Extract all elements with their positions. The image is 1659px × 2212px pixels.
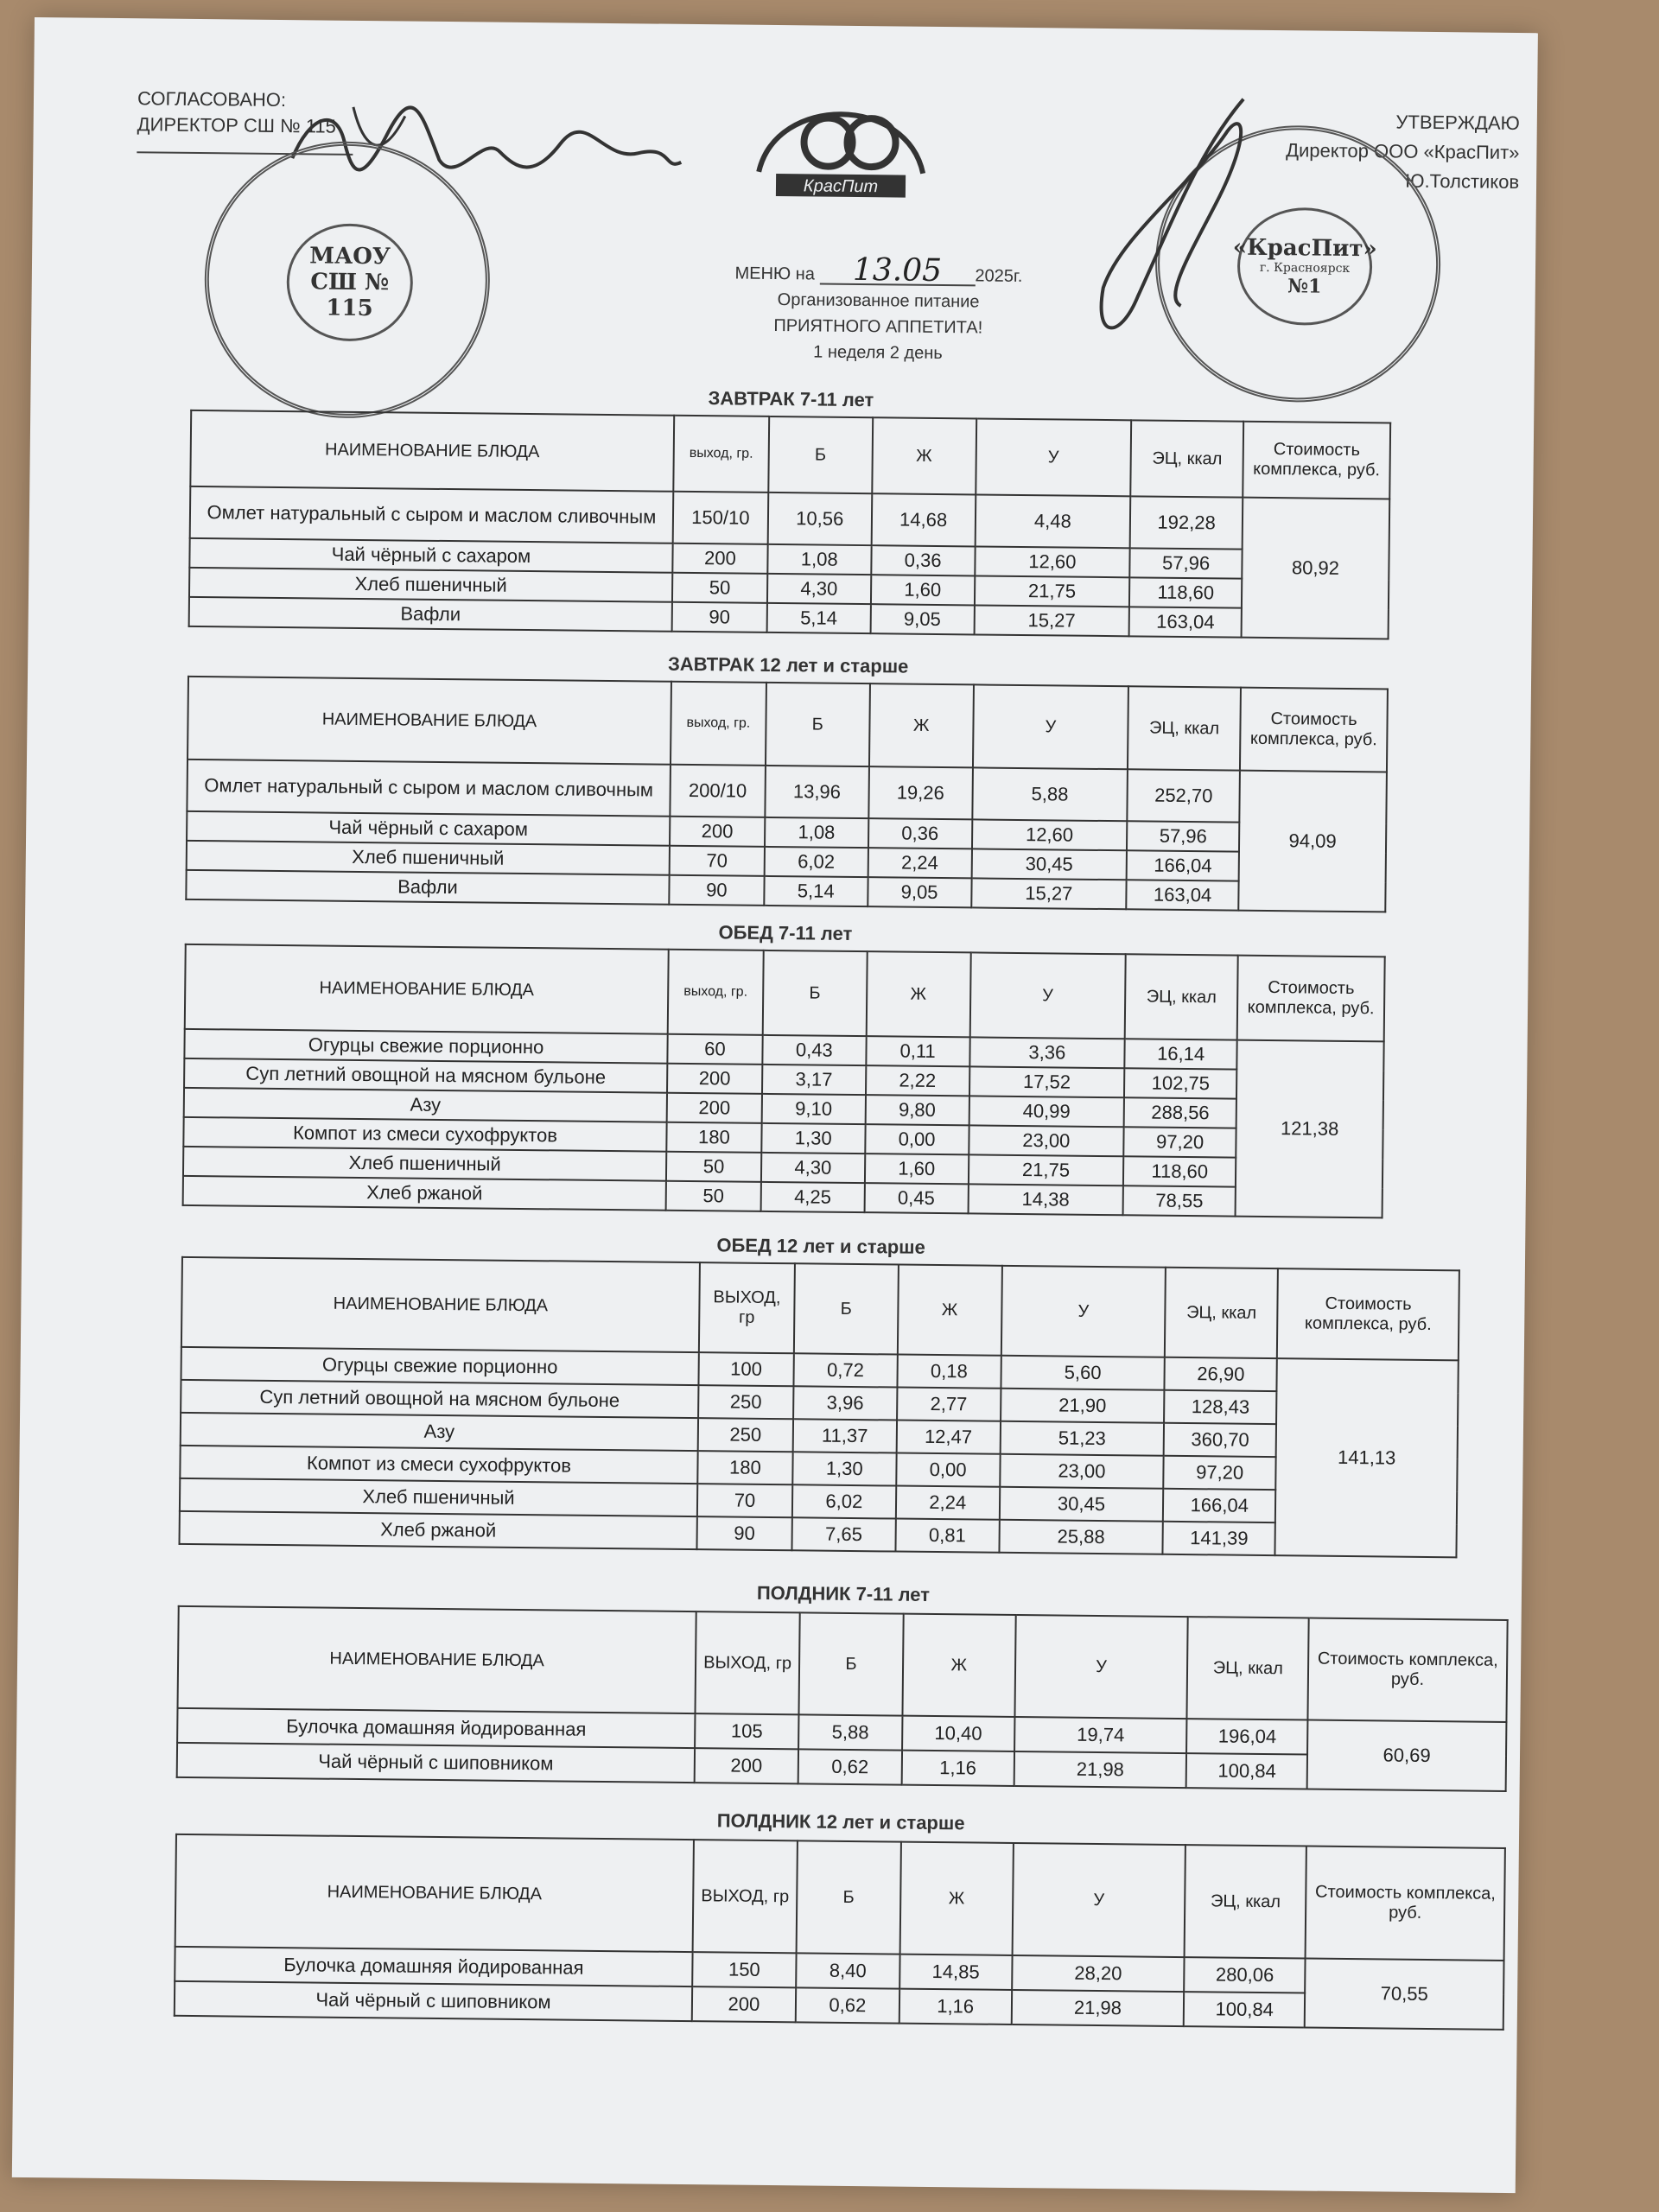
dish-name: Хлеб пшеничный — [183, 1147, 666, 1181]
column-header: Ж — [902, 1614, 1015, 1717]
complex-cost: 80,92 — [1242, 498, 1390, 639]
column-header: НАИМЕНОВАНИЕ БЛЮДА — [188, 677, 671, 765]
column-header: У — [1012, 1843, 1185, 1957]
dish-value: 3,96 — [793, 1386, 897, 1420]
dish-value: 97,20 — [1124, 1127, 1236, 1157]
dish-name: Хлеб ржаной — [180, 1511, 697, 1549]
dish-value: 57,96 — [1130, 548, 1243, 578]
dish-value: 280,06 — [1185, 1957, 1306, 1993]
dish-value: 10,40 — [902, 1716, 1014, 1751]
column-header: выход, гр. — [671, 682, 766, 766]
column-header: ЭЦ, ккал — [1131, 420, 1244, 497]
dish-name: Огурцы свежие порционно — [184, 1029, 667, 1064]
column-header: Ж — [872, 417, 976, 494]
dish-value: 6,02 — [765, 847, 868, 877]
dish-value: 5,88 — [972, 767, 1128, 821]
kraspit-logo — [750, 77, 933, 208]
dish-value: 200/10 — [670, 765, 766, 817]
dish-name: Хлеб пшеничный — [187, 841, 670, 875]
dish-value: 2,22 — [866, 1065, 969, 1096]
column-header: Стоимость комплекса, руб. — [1306, 1847, 1505, 1961]
dish-value: 1,30 — [792, 1452, 896, 1485]
dish-value: 17,52 — [969, 1066, 1125, 1097]
column-header: ВЫХОД, гр — [693, 1840, 798, 1953]
dish-value: 1,60 — [865, 1154, 969, 1184]
menu-sheet — [12, 17, 1538, 2193]
menu-table — [178, 1256, 1459, 1558]
dish-value: 100,84 — [1184, 1992, 1305, 2027]
dish-value: 150 — [692, 1952, 796, 1987]
dish-value: 2,24 — [896, 1486, 1000, 1520]
column-header: ЭЦ, ккал — [1165, 1268, 1278, 1358]
dish-value: 90 — [696, 1516, 791, 1550]
dish-name: Булочка домашняя йодированная — [177, 1708, 695, 1748]
dish-name: Компот из смеси сухофруктов — [180, 1446, 697, 1484]
dish-value: 200 — [667, 1093, 762, 1123]
column-header: НАИМЕНОВАНИЕ БЛЮДА — [190, 410, 674, 492]
dish-value: 100 — [698, 1352, 793, 1386]
dish-value: 50 — [666, 1152, 761, 1182]
column-header: НАИМЕНОВАНИЕ БЛЮДА — [178, 1606, 696, 1713]
dish-value: 12,60 — [972, 819, 1128, 850]
dish-value: 7,65 — [791, 1517, 895, 1551]
column-header: Б — [798, 1612, 903, 1715]
dish-value: 0,43 — [762, 1035, 866, 1065]
dish-value: 21,98 — [1014, 1751, 1186, 1788]
dish-value: 23,00 — [1000, 1454, 1164, 1489]
table-header-row — [175, 1834, 1505, 1961]
dish-value: 105 — [695, 1713, 798, 1749]
dish-value: 1,08 — [767, 544, 871, 575]
stamp-school-center — [286, 223, 413, 342]
column-header: Ж — [899, 1842, 1013, 1955]
dish-value: 118,60 — [1123, 1156, 1236, 1186]
dish-value: 3,17 — [762, 1065, 866, 1095]
complex-cost: 70,55 — [1305, 1959, 1504, 2030]
approval-right-line2: Директор ООО «КрасПит» — [1286, 139, 1520, 164]
column-header: Б — [794, 1263, 899, 1354]
dish-value: 200 — [695, 1748, 798, 1783]
dish-value: 0,62 — [796, 1987, 899, 2023]
dish-value: 200 — [670, 817, 765, 847]
stamp-school-text: МАОУ СШ № 115 — [309, 243, 391, 322]
dish-value: 196,04 — [1186, 1719, 1307, 1754]
column-header: У — [1001, 1266, 1166, 1357]
dish-value: 50 — [672, 573, 767, 603]
column-header: ЭЦ, ккал — [1125, 954, 1238, 1039]
section-title: ОБЕД 7-11 лет — [718, 921, 853, 944]
dish-value: 1,16 — [899, 1989, 1012, 2024]
dish-value: 30,45 — [971, 849, 1127, 880]
column-header: Б — [797, 1840, 901, 1954]
table-header-row — [181, 1257, 1459, 1360]
dish-name: Вафли — [189, 597, 672, 632]
dish-value: 250 — [698, 1418, 793, 1452]
section-title: ОБЕД 12 лет и старше — [716, 1234, 925, 1258]
dish-value: 0,62 — [798, 1749, 902, 1784]
dish-value: 150/10 — [673, 492, 769, 544]
dish-value: 180 — [666, 1122, 761, 1153]
dish-value: 9,05 — [870, 604, 974, 634]
dish-value: 0,36 — [871, 545, 975, 575]
complex-cost: 141,13 — [1275, 1358, 1459, 1557]
dish-name: Компот из смеси сухофруктов — [183, 1117, 666, 1152]
menu-prefix: МЕНЮ на — [734, 264, 816, 284]
column-header: У — [969, 952, 1126, 1039]
dish-value: 25,88 — [999, 1520, 1163, 1554]
menu-line3: ПРИЯТНОГО АППЕТИТА! — [773, 315, 983, 338]
dish-value: 21,98 — [1011, 1990, 1184, 2026]
section-title: ПОЛДНИК 12 лет и старше — [716, 1809, 965, 1834]
dish-value: 51,23 — [1000, 1421, 1164, 1456]
dish-name: Азу — [181, 1413, 698, 1451]
dish-value: 70 — [697, 1484, 792, 1517]
dish-value: 2,24 — [868, 848, 971, 878]
dish-value: 15,27 — [974, 605, 1129, 636]
column-header: Ж — [898, 1265, 1002, 1356]
stamp-kraspit-num: №1 — [1287, 275, 1322, 298]
menu-year: 2025г. — [975, 266, 1023, 286]
dish-value: 360,70 — [1164, 1423, 1276, 1457]
dish-value: 166,04 — [1127, 850, 1239, 880]
logo-text: КрасПит — [803, 176, 879, 197]
column-header: Стоимость комплекса, руб. — [1240, 688, 1388, 772]
dish-value: 10,56 — [768, 493, 872, 545]
dish-value: 6,02 — [792, 1484, 896, 1518]
column-header: Б — [768, 416, 873, 493]
dish-name: Хлеб пшеничный — [180, 1478, 697, 1516]
dish-value: 0,00 — [865, 1124, 969, 1154]
stamp-kraspit-brand: «КрасПит» — [1232, 234, 1377, 263]
dish-value: 163,04 — [1129, 607, 1242, 637]
dish-value: 3,36 — [969, 1037, 1125, 1068]
dish-value: 21,75 — [968, 1154, 1123, 1185]
column-header: ВЫХОД, гр — [699, 1262, 795, 1353]
dish-value: 200 — [667, 1064, 762, 1094]
menu-table — [185, 676, 1389, 913]
dish-value: 70 — [670, 846, 765, 876]
dish-value: 118,60 — [1129, 577, 1242, 607]
dish-name: Суп летний овощной на мясном бульоне — [181, 1380, 698, 1418]
dish-value: 1,60 — [871, 575, 975, 605]
dish-value: 192,28 — [1130, 496, 1243, 549]
dish-value: 21,75 — [974, 575, 1129, 607]
dish-name: Чай чёрный с сахаром — [187, 811, 670, 846]
dish-value: 8,40 — [796, 1953, 899, 1988]
column-header: выход, гр. — [673, 416, 769, 493]
dish-value: 180 — [697, 1451, 792, 1484]
dish-value: 11,37 — [793, 1419, 897, 1452]
dish-value: 200 — [692, 1986, 796, 2022]
column-header: Стоимость комплекса, руб. — [1308, 1618, 1508, 1722]
dish-name: Хлеб пшеничный — [189, 568, 672, 602]
column-header: НАИМЕНОВАНИЕ БЛЮДА — [175, 1834, 694, 1952]
table-header-row — [190, 410, 1390, 499]
dish-name: Азу — [184, 1088, 667, 1122]
complex-cost: 94,09 — [1238, 771, 1387, 912]
column-header: Ж — [869, 683, 974, 767]
dish-value: 0,00 — [896, 1453, 1000, 1487]
column-header: Б — [763, 950, 868, 1036]
dish-value: 15,27 — [971, 878, 1127, 909]
dish-value: 4,30 — [767, 574, 871, 604]
dish-name: Булочка домашняя йодированная — [175, 1947, 692, 1986]
dish-value: 0,18 — [897, 1355, 1001, 1389]
dish-name: Омлет натуральный с сыром и маслом сливочным — [190, 486, 674, 543]
column-header: Ж — [866, 951, 970, 1037]
dish-value: 4,30 — [761, 1153, 865, 1183]
dish-value: 19,74 — [1014, 1717, 1187, 1753]
dish-name: Хлеб ржаной — [183, 1176, 666, 1211]
table-header-row — [178, 1606, 1508, 1722]
complex-cost: 121,38 — [1236, 1040, 1384, 1218]
dish-value: 23,00 — [969, 1125, 1124, 1156]
dish-value: 128,43 — [1164, 1390, 1276, 1424]
column-header: НАИМЕНОВАНИЕ БЛЮДА — [185, 944, 669, 1034]
dish-value: 90 — [669, 875, 764, 906]
menu-table — [176, 1605, 1509, 1792]
dish-value: 90 — [672, 602, 767, 632]
dish-value: 16,14 — [1125, 1039, 1237, 1069]
dish-value: 5,60 — [1001, 1356, 1165, 1390]
column-header: ЭЦ, ккал — [1185, 1845, 1306, 1958]
dish-value: 1,30 — [761, 1123, 865, 1154]
section-title: ЗАВТРАК 7-11 лет — [708, 387, 874, 411]
dish-value: 9,80 — [865, 1095, 969, 1125]
dish-value: 14,68 — [871, 493, 975, 546]
menu-table — [174, 1834, 1506, 2031]
column-header: Стоимость комплекса, руб. — [1243, 422, 1390, 499]
dish-value: 0,72 — [793, 1353, 897, 1387]
dish-value: 13,96 — [765, 766, 868, 818]
menu-table — [188, 410, 1392, 640]
table-header-row — [185, 944, 1385, 1042]
column-header: У — [973, 684, 1129, 769]
dish-value: 5,14 — [764, 876, 868, 906]
dish-name: Чай чёрный с шиповником — [175, 1981, 692, 2021]
approval-left-line2: ДИРЕКТОР СШ № 115 — [137, 113, 337, 137]
approval-left-line1: СОГЛАСОВАНО: — [137, 87, 287, 111]
dish-value: 5,14 — [766, 603, 870, 633]
dish-value: 97,20 — [1164, 1456, 1276, 1490]
dish-value: 57,96 — [1127, 821, 1239, 851]
menu-line4: 1 неделя 2 день — [813, 342, 943, 364]
stamp-kraspit-city: г. Красноярск — [1259, 260, 1351, 276]
dish-value: 78,55 — [1123, 1185, 1236, 1216]
dish-name: Суп летний овощной на мясном бульоне — [184, 1058, 667, 1093]
dish-value: 12,60 — [975, 546, 1130, 577]
column-header: У — [1014, 1615, 1188, 1719]
column-header: Б — [766, 683, 870, 766]
menu-date: 13.05 — [819, 257, 975, 287]
dish-value: 60 — [667, 1034, 762, 1065]
column-header: У — [976, 418, 1132, 496]
dish-value: 0,81 — [895, 1519, 999, 1553]
section-title: ЗАВТРАК 12 лет и старше — [667, 652, 909, 677]
dish-value: 0,11 — [866, 1036, 969, 1066]
dish-value: 288,56 — [1124, 1097, 1236, 1128]
dish-value: 50 — [666, 1181, 761, 1211]
menu-table — [182, 944, 1386, 1219]
approval-right-line1: УТВЕРЖДАЮ — [1395, 111, 1520, 135]
section-title: ПОЛДНИК 7-11 лет — [756, 1581, 931, 1605]
dish-value: 163,04 — [1127, 880, 1239, 910]
stamp-school — [203, 140, 491, 419]
dish-value: 12,47 — [896, 1421, 1000, 1454]
dish-value: 5,88 — [798, 1714, 902, 1750]
dish-value: 28,20 — [1012, 1955, 1185, 1992]
dish-value: 1,16 — [901, 1751, 1014, 1786]
column-header: ЭЦ, ккал — [1187, 1617, 1309, 1719]
dish-value: 14,85 — [899, 1955, 1012, 1990]
dish-value: 14,38 — [968, 1184, 1123, 1215]
column-header: выход, гр. — [668, 950, 764, 1035]
menu-line2: Организованное питание — [777, 290, 980, 312]
table-header-row — [188, 677, 1388, 772]
column-header: НАИМЕНОВАНИЕ БЛЮДА — [181, 1257, 700, 1352]
menu-date-line — [637, 251, 1121, 290]
dish-value: 200 — [672, 543, 767, 574]
dish-value: 21,90 — [1001, 1389, 1165, 1423]
dish-value: 4,25 — [760, 1182, 864, 1212]
column-header: ЭЦ, ккал — [1128, 686, 1241, 770]
dish-value: 0,36 — [868, 818, 972, 849]
dish-value: 102,75 — [1124, 1068, 1236, 1098]
column-header: ВЫХОД, гр — [696, 1611, 800, 1714]
menu-header — [636, 251, 1121, 368]
dish-value: 141,39 — [1163, 1522, 1275, 1555]
dish-name: Чай чёрный с шиповником — [177, 1743, 695, 1783]
dish-value: 1,08 — [765, 817, 868, 848]
dish-value: 100,84 — [1186, 1753, 1307, 1789]
dish-value: 250 — [698, 1385, 793, 1419]
dish-value: 19,26 — [868, 766, 972, 819]
dish-value: 9,05 — [868, 877, 971, 907]
approval-right-line3: Ю.Толстиков — [1405, 169, 1520, 194]
dish-value: 9,10 — [762, 1094, 866, 1124]
complex-cost: 60,69 — [1307, 1720, 1507, 1791]
dish-name: Чай чёрный с сахаром — [189, 538, 672, 573]
dish-value: 4,48 — [975, 494, 1130, 548]
dish-value: 30,45 — [999, 1487, 1163, 1522]
dish-value: 252,70 — [1128, 769, 1240, 822]
dish-name: Вафли — [186, 870, 669, 905]
dish-name: Огурцы свежие порционно — [181, 1347, 698, 1385]
dish-value: 40,99 — [969, 1096, 1124, 1127]
dish-value: 26,90 — [1165, 1357, 1277, 1391]
column-header: Стоимость комплекса, руб. — [1277, 1268, 1459, 1360]
dish-value: 0,45 — [864, 1183, 968, 1213]
dish-value: 2,77 — [897, 1388, 1001, 1421]
dish-value: 166,04 — [1163, 1489, 1275, 1522]
column-header: Стоимость комплекса, руб. — [1237, 956, 1385, 1042]
dish-name: Омлет натуральный с сыром и маслом сливочным — [187, 760, 671, 817]
